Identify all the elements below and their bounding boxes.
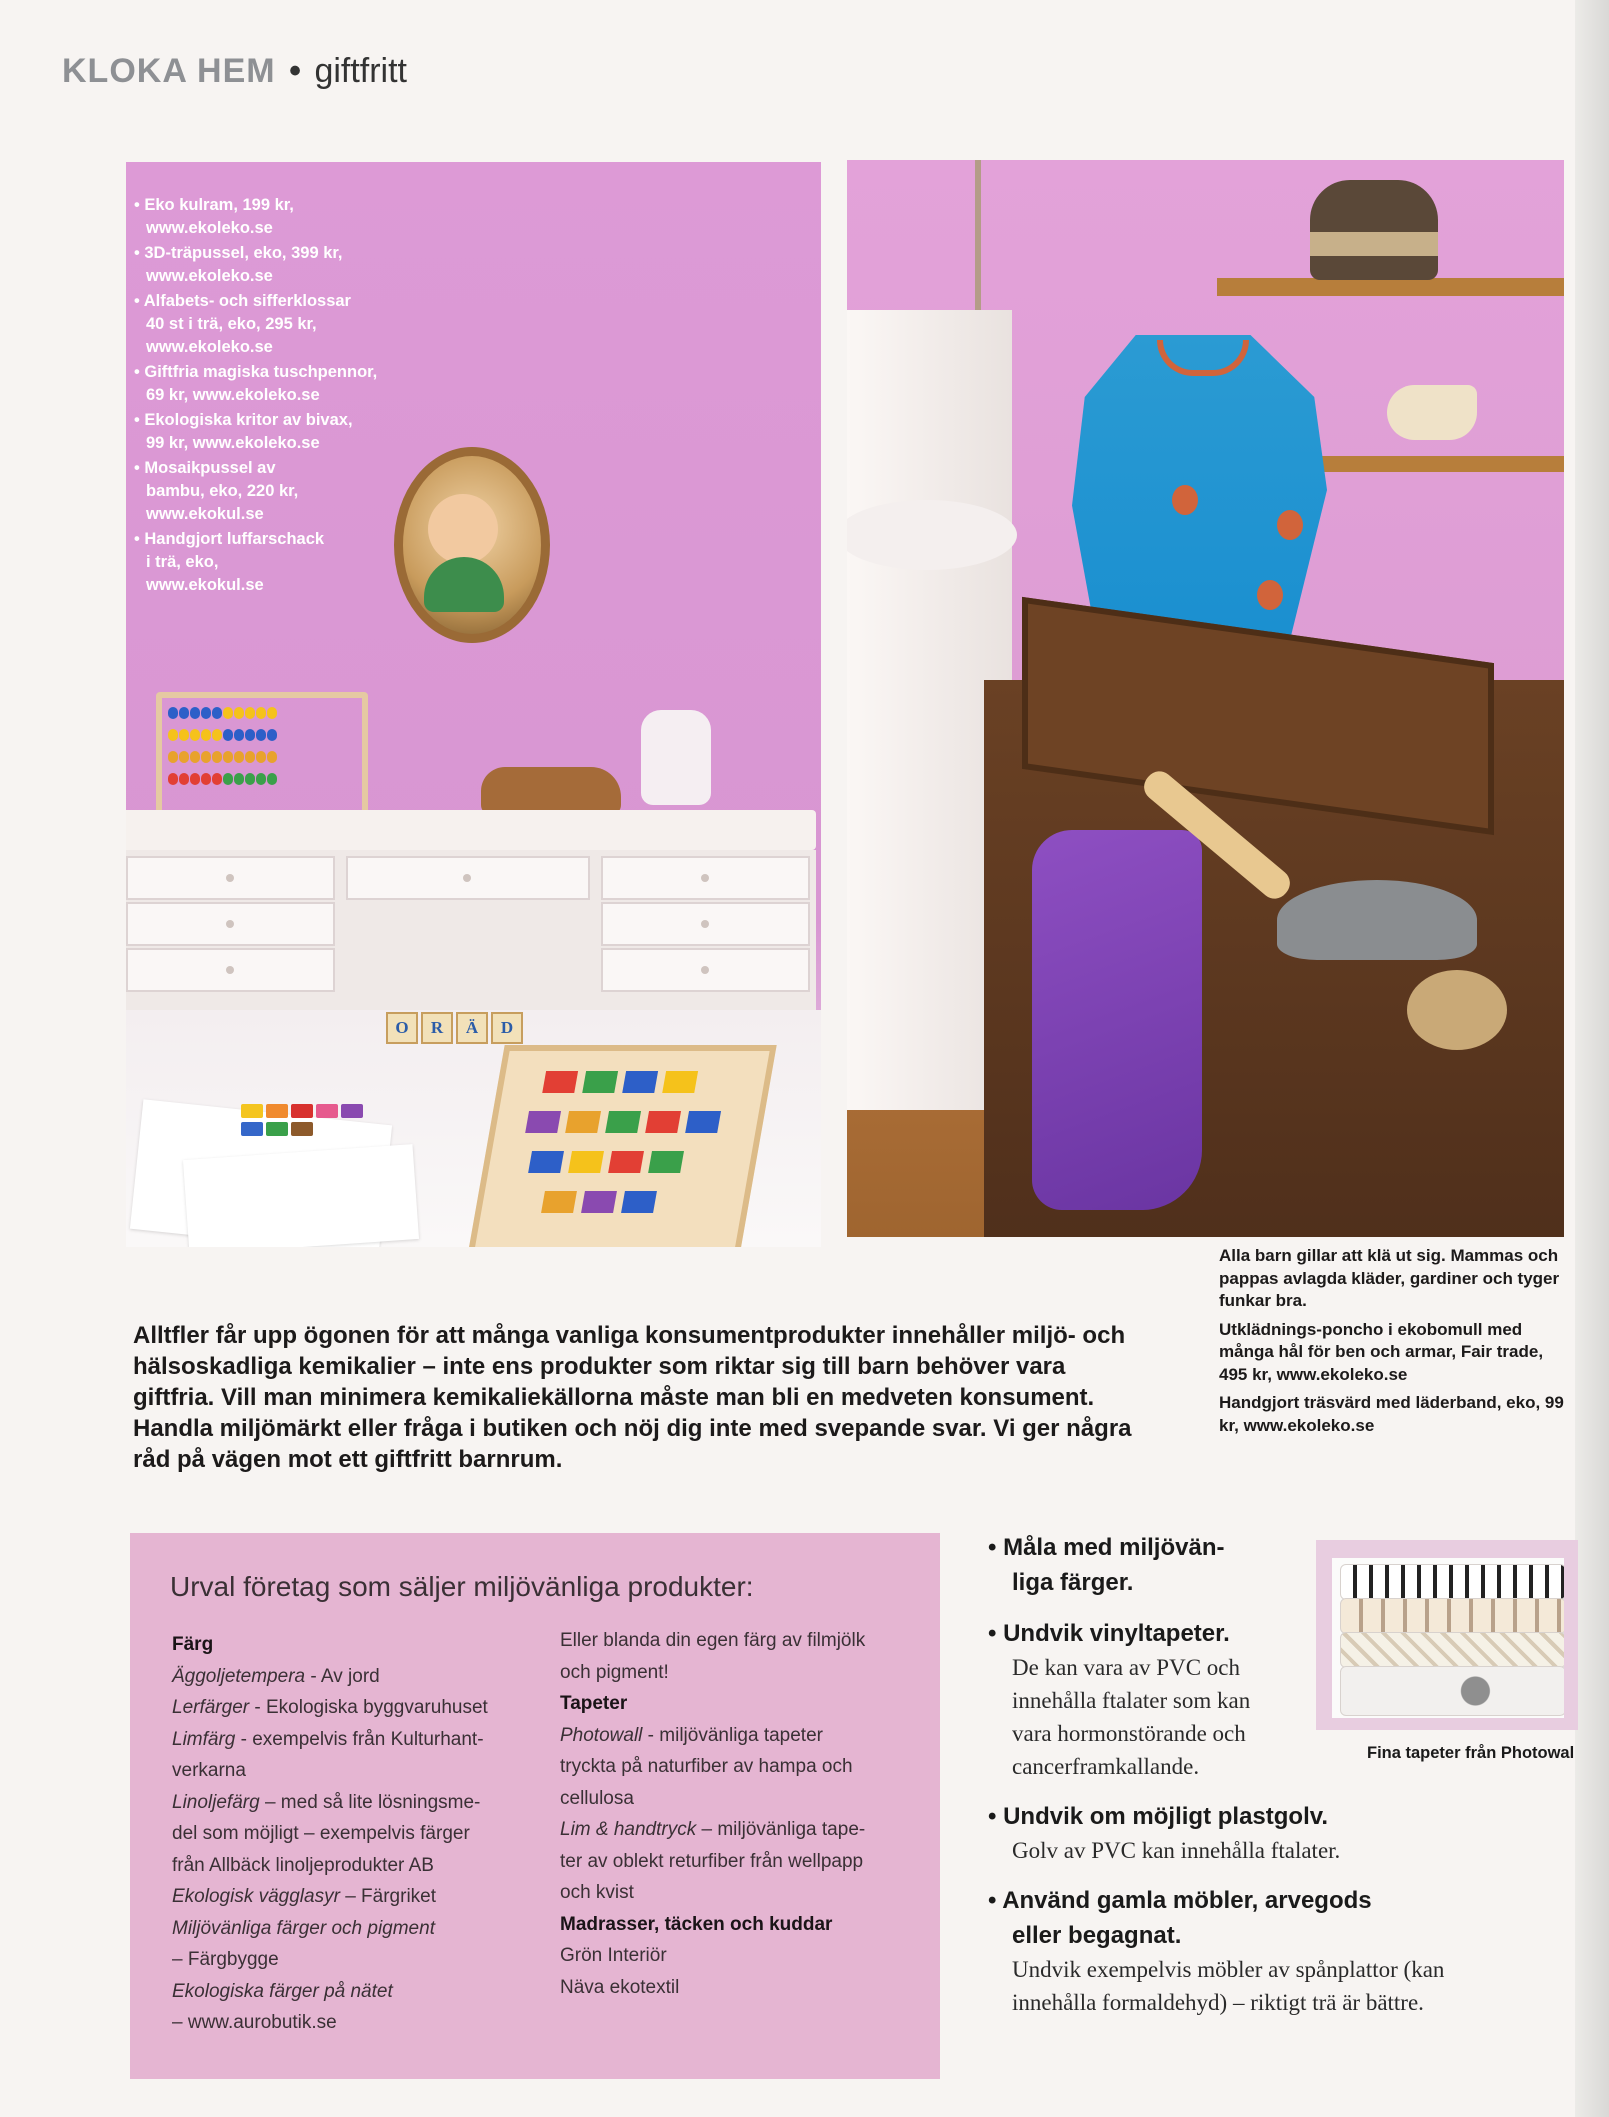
caption-item: • 3D-träpussel, eko, 399 kr, www.ekoleko.se bbox=[134, 242, 377, 288]
supplier-line: Miljövänliga färger och pigment bbox=[172, 1917, 435, 1939]
hat-band bbox=[1310, 232, 1438, 256]
supplier-line: Eller blanda din egen färg av filmjölk bbox=[560, 1630, 866, 1651]
caption-item: • Mosaikpussel av bambu, eko, 220 kr, www.ekokul.se bbox=[134, 457, 377, 526]
crayon bbox=[291, 1122, 313, 1136]
straw-hat bbox=[1407, 970, 1507, 1050]
caption-item: • Eko kulram, 199 kr, www.ekoleko.se bbox=[134, 194, 377, 240]
tip-body: De kan vara av PVC och innehålla ftalater som kan vara hormonstörande och cancerframkallande. bbox=[1012, 1655, 1251, 1779]
tip-body: Golv av PVC kan innehålla ftalater. bbox=[1012, 1838, 1341, 1863]
letter-blocks bbox=[386, 1012, 526, 1044]
supplier-box-title: Urval företag som säljer miljövänliga produkter: bbox=[170, 1571, 754, 1602]
supplier-line: del som möjligt – exempelvis färger bbox=[172, 1823, 470, 1844]
photo-dress-up-chest bbox=[847, 160, 1564, 1237]
caption-item: • Alfabets- och sifferklossar 40 st i trä, eko, 295 kr, www.ekoleko.se bbox=[134, 290, 377, 359]
desk-drawer bbox=[346, 856, 590, 900]
poncho-hole bbox=[1257, 580, 1283, 610]
wallpaper-roll bbox=[1340, 1564, 1564, 1600]
carnival-mask bbox=[1387, 385, 1477, 440]
supplier-line: Äggoljetempera - Av jord bbox=[172, 1665, 380, 1687]
tip-heading: • Måla med miljövän- liga färger. bbox=[988, 1530, 1408, 1600]
supplier-line: Linoljefärg – med så lite lösningsme- bbox=[172, 1791, 481, 1813]
desk-drawer bbox=[126, 902, 335, 946]
supplier-column-wallpaper bbox=[560, 1625, 865, 2003]
supplier-line: Ekologiska färger på nätet bbox=[172, 1980, 393, 2002]
drawing-paper bbox=[183, 1144, 419, 1247]
tip-heading: • Använd gamla möbler, arvegods eller begagnat. bbox=[988, 1883, 1408, 1953]
abacus bbox=[156, 692, 368, 819]
mosaic-puzzle-tray bbox=[467, 1045, 776, 1247]
product-captions bbox=[134, 194, 377, 599]
supplier-line: – Färgbygge bbox=[172, 1949, 279, 1970]
letter-block: R bbox=[421, 1012, 453, 1044]
supplier-line: från Allbäck linoljeprodukter AB bbox=[172, 1854, 434, 1876]
page-gutter bbox=[1575, 0, 1609, 2117]
supplier-line: och kvist bbox=[560, 1882, 634, 1903]
photo-kids-desk bbox=[126, 162, 821, 1247]
gray-hat bbox=[1277, 880, 1477, 960]
page-header bbox=[62, 52, 407, 91]
desk-drawer bbox=[601, 856, 810, 900]
supplier-line: Lerfärger - Ekologiska byggvaruhuset bbox=[172, 1697, 488, 1718]
caption-item: • Ekologiska kritor av bivax, 99 kr, www.ekoleko.se bbox=[134, 409, 377, 455]
crayon bbox=[241, 1122, 263, 1136]
purple-scarf bbox=[1032, 830, 1202, 1210]
caption-item: • Handgjort luffarschack i trä, eko, www.ekokul.se bbox=[134, 528, 377, 597]
poncho bbox=[1072, 335, 1327, 645]
poncho-hole bbox=[1277, 510, 1303, 540]
caption-paragraph: Alla barn gillar att klä ut sig. Mammas och pappas avlagda kläder, gardiner och tyger funkar bra. bbox=[1219, 1246, 1560, 1310]
tip-heading: • Undvik om möjligt plastgolv. bbox=[988, 1799, 1408, 1834]
supplier-line: Näva ekotextil bbox=[560, 1976, 680, 1998]
crayon bbox=[341, 1104, 363, 1118]
wallpaper-heading: Tapeter bbox=[560, 1693, 628, 1714]
wall-shelf bbox=[1317, 456, 1564, 472]
desk-drawer bbox=[126, 856, 335, 900]
portrait-face bbox=[428, 494, 498, 564]
photo-caption-right bbox=[1219, 1245, 1569, 1443]
supplier-line: verkarna bbox=[172, 1760, 246, 1781]
letter-block: D bbox=[491, 1012, 523, 1044]
supplier-line: Ekologisk vägglasyr – Färgriket bbox=[172, 1886, 437, 1907]
supplier-box bbox=[130, 1533, 940, 2079]
magazine-section-brand: KLOKA HEM bbox=[62, 52, 276, 90]
letter-block: Ä bbox=[456, 1012, 488, 1044]
poncho-hole bbox=[1172, 485, 1198, 515]
caption-paragraph: Utklädnings-poncho i ekobomull med många hål för ben och armar, Fair trade, 495 kr, www.ekoleko.se bbox=[1219, 1319, 1544, 1384]
desk-drawer bbox=[601, 948, 810, 992]
wall-shelf bbox=[1217, 278, 1564, 296]
marker-pitcher bbox=[641, 710, 711, 805]
wallpaper-roll bbox=[1340, 1598, 1564, 1634]
wallpaper-caption: Fina tapeter från Photowal bbox=[1367, 1744, 1575, 1762]
tip-heading: • Undvik vinyltapeter. bbox=[988, 1616, 1408, 1651]
desk-top bbox=[126, 810, 816, 850]
desk-drawer bbox=[601, 902, 810, 946]
mattress-heading: Madrasser, täcken och kuddar bbox=[560, 1913, 833, 1935]
supplier-line: Lim & handtryck – miljövänliga tape- bbox=[560, 1819, 866, 1840]
crayon bbox=[266, 1122, 288, 1136]
tip-item bbox=[988, 1883, 1445, 2019]
caption-item: • Giftfria magiska tuschpennor, 69 kr, www.ekoleko.se bbox=[134, 361, 377, 407]
wallpaper-roll bbox=[1340, 1632, 1564, 1668]
supplier-line: Grön Interiör bbox=[560, 1945, 667, 1966]
crayon bbox=[241, 1104, 263, 1118]
crayon bbox=[316, 1104, 338, 1118]
desk bbox=[126, 850, 816, 1010]
letter-block: O bbox=[386, 1012, 418, 1044]
crayon bbox=[291, 1104, 313, 1118]
wallpaper-photo bbox=[1316, 1540, 1578, 1730]
desk-drawer bbox=[126, 948, 335, 992]
wooden-rhino-puzzle bbox=[481, 767, 621, 815]
tip-item bbox=[988, 1799, 1408, 1867]
supplier-line: Limfärg - exempelvis från Kulturhant- bbox=[172, 1728, 484, 1750]
supplier-line: – www.aurobutik.se bbox=[172, 2012, 337, 2033]
supplier-line: tryckta på naturfiber av hampa och bbox=[560, 1756, 853, 1777]
supplier-line: och pigment! bbox=[560, 1661, 669, 1683]
paint-heading: Färg bbox=[172, 1634, 214, 1655]
magazine-section-topic: giftfritt bbox=[314, 52, 408, 90]
header-separator: • bbox=[289, 52, 301, 90]
tip-body: Undvik exempelvis möbler av spånplattor (kan innehålla formaldehyd) – riktigt trä är bättre. bbox=[1012, 1957, 1445, 2015]
caption-paragraph: Handgjort träsvärd med läderband, eko, 99 kr, www.ekoleko.se bbox=[1219, 1393, 1564, 1435]
supplier-column-paint bbox=[172, 1629, 488, 2039]
wallpaper-roll bbox=[1340, 1666, 1564, 1716]
hat bbox=[1310, 180, 1438, 280]
supplier-line: cellulosa bbox=[560, 1787, 634, 1809]
supplier-line: Photowall - miljövänliga tapeter bbox=[560, 1724, 823, 1746]
intro-paragraph: Alltfler får upp ögonen för att många vanliga konsumentprodukter innehåller miljö- och hälsoskadliga kemikalier – inte ens produkter som riktar sig till barn behöver vara giftfria. Vill man minimera kemikaliekällorna måste man bli en medveten konsument. Handla miljömärkt eller fråga i butiken och nöj dig inte med svepande svar. Vi ger några råd på vägen mot ett giftfritt barnrum. bbox=[133, 1322, 1132, 1473]
crayon bbox=[266, 1104, 288, 1118]
supplier-line: ter av oblekt returfiber från wellpapp bbox=[560, 1850, 864, 1872]
